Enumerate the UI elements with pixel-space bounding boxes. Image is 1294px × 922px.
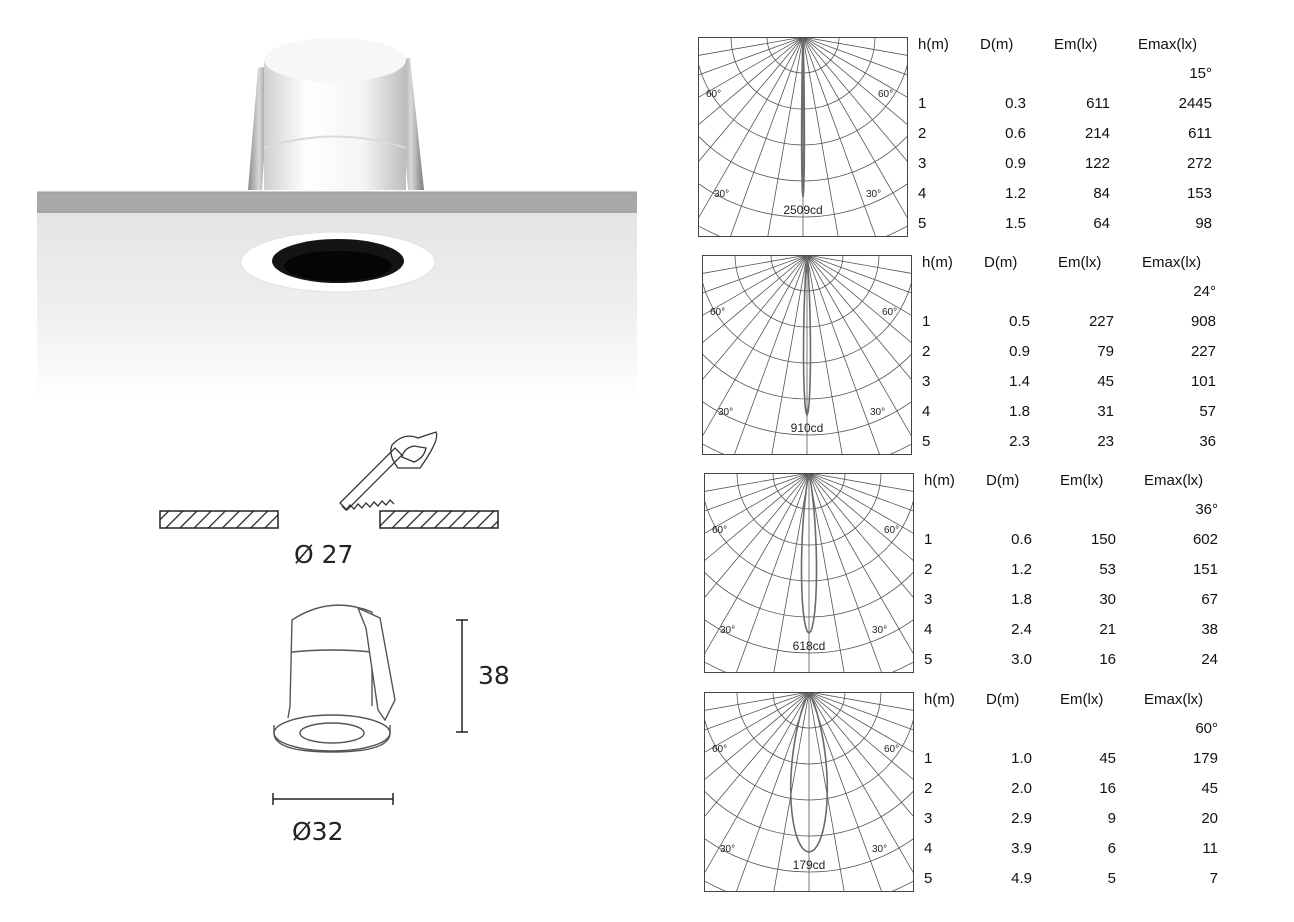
table-header: Emax(lx) [1144, 691, 1204, 708]
peak-intensity-label: 910cd [790, 421, 824, 435]
table-cell: 79 [1097, 343, 1114, 360]
table-header: D(m) [986, 691, 1020, 708]
table-cell: 0.6 [1011, 531, 1032, 548]
product-outline [274, 605, 395, 752]
table-cell: 0.5 [1009, 313, 1030, 330]
peak-intensity-label: 179cd [792, 858, 826, 872]
table-header: Em(lx) [1058, 254, 1102, 271]
angle-label-30-left: 30° [714, 189, 730, 200]
table-cell: 4 [918, 185, 927, 202]
table-cell: 0.6 [1005, 125, 1026, 142]
table-header: D(m) [980, 36, 1014, 53]
table-cell: 1.8 [1009, 403, 1030, 420]
table-cell: 2 [918, 125, 927, 142]
table-cell: 1 [918, 95, 927, 112]
table-cell: 611 [1188, 125, 1212, 142]
ceiling-board-right [380, 511, 498, 528]
table-cell: 9 [1107, 810, 1116, 827]
table-header: Em(lx) [1054, 36, 1098, 53]
polar-distribution-chart [704, 473, 914, 673]
table-header: h(m) [918, 36, 949, 53]
table-cell: 4 [924, 621, 933, 638]
table-header: Emax(lx) [1138, 36, 1198, 53]
illuminance-table [918, 36, 1218, 246]
table-cell: 3 [918, 155, 927, 172]
table-cell: 84 [1093, 185, 1110, 202]
table-cell: 7 [1209, 870, 1218, 887]
table-cell: 908 [1190, 313, 1216, 330]
angle-label-30-left: 30° [718, 407, 734, 418]
peak-intensity-label: 2509cd [783, 203, 823, 217]
table-cell: 16 [1099, 780, 1116, 797]
table-cell: 2445 [1178, 95, 1212, 112]
table-cell: 1 [922, 313, 931, 330]
table-cell: 45 [1097, 373, 1114, 390]
angle-label-30-right: 30° [866, 189, 882, 200]
width-dimension-line [273, 793, 393, 805]
table-cell: 16 [1099, 651, 1116, 668]
table-cell: 30 [1099, 591, 1116, 608]
table-cell: 98 [1195, 215, 1212, 232]
angle-label-30-left: 30° [720, 625, 736, 636]
table-cell: 227 [1088, 313, 1114, 330]
table-cell: 101 [1190, 373, 1216, 390]
table-cell: 1.5 [1005, 215, 1026, 232]
table-cell: 0.3 [1005, 95, 1026, 112]
ceiling-board-left [160, 511, 278, 528]
table-cell: 4 [922, 403, 931, 420]
angle-label-60-left: 60° [706, 89, 722, 100]
table-cell: 2.0 [1011, 780, 1032, 797]
table-cell: 1.4 [1009, 373, 1030, 390]
illuminance-table [924, 472, 1224, 682]
table-cell: 53 [1099, 561, 1116, 578]
polar-distribution-chart [702, 255, 912, 455]
illuminance-table [924, 691, 1224, 901]
table-cell: 67 [1201, 591, 1218, 608]
table-cell: 2.9 [1011, 810, 1032, 827]
table-cell: 3 [922, 373, 931, 390]
peak-intensity-label: 618cd [792, 639, 826, 653]
table-cell: 150 [1090, 531, 1116, 548]
polar-distribution-chart [698, 37, 908, 237]
table-cell: 5 [1107, 870, 1116, 887]
table-cell: 20 [1201, 810, 1218, 827]
table-header: Emax(lx) [1142, 254, 1202, 271]
table-cell: 2.3 [1009, 433, 1030, 450]
table-cell: 5 [924, 870, 933, 887]
table-header: h(m) [924, 472, 955, 489]
beam-angle-label: 15° [1189, 65, 1212, 82]
table-cell: 1.2 [1011, 561, 1032, 578]
table-header: Emax(lx) [1144, 472, 1204, 489]
table-cell: 23 [1097, 433, 1114, 450]
table-header: h(m) [922, 254, 953, 271]
table-cell: 3 [924, 810, 933, 827]
table-cell: 0.9 [1005, 155, 1026, 172]
table-cell: 227 [1190, 343, 1216, 360]
table-header: Em(lx) [1060, 691, 1104, 708]
width-dimension: Ø32 [292, 817, 344, 846]
table-cell: 6 [1107, 840, 1116, 857]
table-header: D(m) [986, 472, 1020, 489]
table-cell: 31 [1097, 403, 1114, 420]
angle-label-60-left: 60° [712, 744, 728, 755]
angle-label-60-right: 60° [884, 744, 900, 755]
table-cell: 36 [1199, 433, 1216, 450]
angle-label-30-right: 30° [872, 625, 888, 636]
illuminance-table [922, 254, 1222, 464]
cutout-dimension: Ø 27 [294, 540, 354, 569]
table-cell: 1 [924, 531, 933, 548]
angle-label-60-right: 60° [884, 525, 900, 536]
table-cell: 3.0 [1011, 651, 1032, 668]
table-cell: 179 [1192, 750, 1218, 767]
table-cell: 2.4 [1011, 621, 1032, 638]
table-cell: 11 [1202, 840, 1218, 857]
table-cell: 57 [1199, 403, 1216, 420]
table-header: Em(lx) [1060, 472, 1104, 489]
table-cell: 38 [1201, 621, 1218, 638]
table-cell: 214 [1084, 125, 1110, 142]
table-cell: 45 [1099, 750, 1116, 767]
beam-angle-label: 24° [1193, 283, 1216, 300]
table-header: D(m) [984, 254, 1018, 271]
table-cell: 1.0 [1011, 750, 1032, 767]
table-cell: 272 [1186, 155, 1212, 172]
table-cell: 64 [1093, 215, 1110, 232]
table-cell: 3 [924, 591, 933, 608]
angle-label-30-left: 30° [720, 844, 736, 855]
table-cell: 4 [924, 840, 933, 857]
table-cell: 21 [1099, 621, 1116, 638]
table-cell: 24 [1201, 651, 1218, 668]
table-cell: 151 [1192, 561, 1218, 578]
table-cell: 122 [1084, 155, 1110, 172]
table-cell: 602 [1192, 531, 1218, 548]
table-cell: 0.9 [1009, 343, 1030, 360]
table-header: h(m) [924, 691, 955, 708]
height-dimension-line [456, 620, 468, 732]
polar-distribution-chart [704, 692, 914, 892]
table-cell: 4.9 [1011, 870, 1032, 887]
angle-label-60-right: 60° [878, 89, 894, 100]
table-cell: 5 [918, 215, 927, 232]
beam-angle-label: 60° [1195, 720, 1218, 737]
table-cell: 3.9 [1011, 840, 1032, 857]
saw-icon [340, 432, 437, 510]
table-cell: 2 [924, 780, 933, 797]
angle-label-30-right: 30° [872, 844, 888, 855]
table-cell: 611 [1086, 95, 1110, 112]
table-cell: 5 [922, 433, 931, 450]
table-cell: 1.2 [1005, 185, 1026, 202]
beam-angle-label: 36° [1195, 501, 1218, 518]
installation-diagram [0, 400, 660, 922]
product-photo [0, 0, 660, 400]
table-cell: 2 [924, 561, 933, 578]
table-cell: 153 [1186, 185, 1212, 202]
angle-label-30-right: 30° [870, 407, 886, 418]
table-cell: 5 [924, 651, 933, 668]
angle-label-60-right: 60° [882, 307, 898, 318]
angle-label-60-left: 60° [710, 307, 726, 318]
height-dimension: 38 [478, 661, 510, 690]
table-cell: 2 [922, 343, 931, 360]
angle-label-60-left: 60° [712, 525, 728, 536]
table-cell: 45 [1201, 780, 1218, 797]
table-cell: 1 [924, 750, 933, 767]
table-cell: 1.8 [1011, 591, 1032, 608]
